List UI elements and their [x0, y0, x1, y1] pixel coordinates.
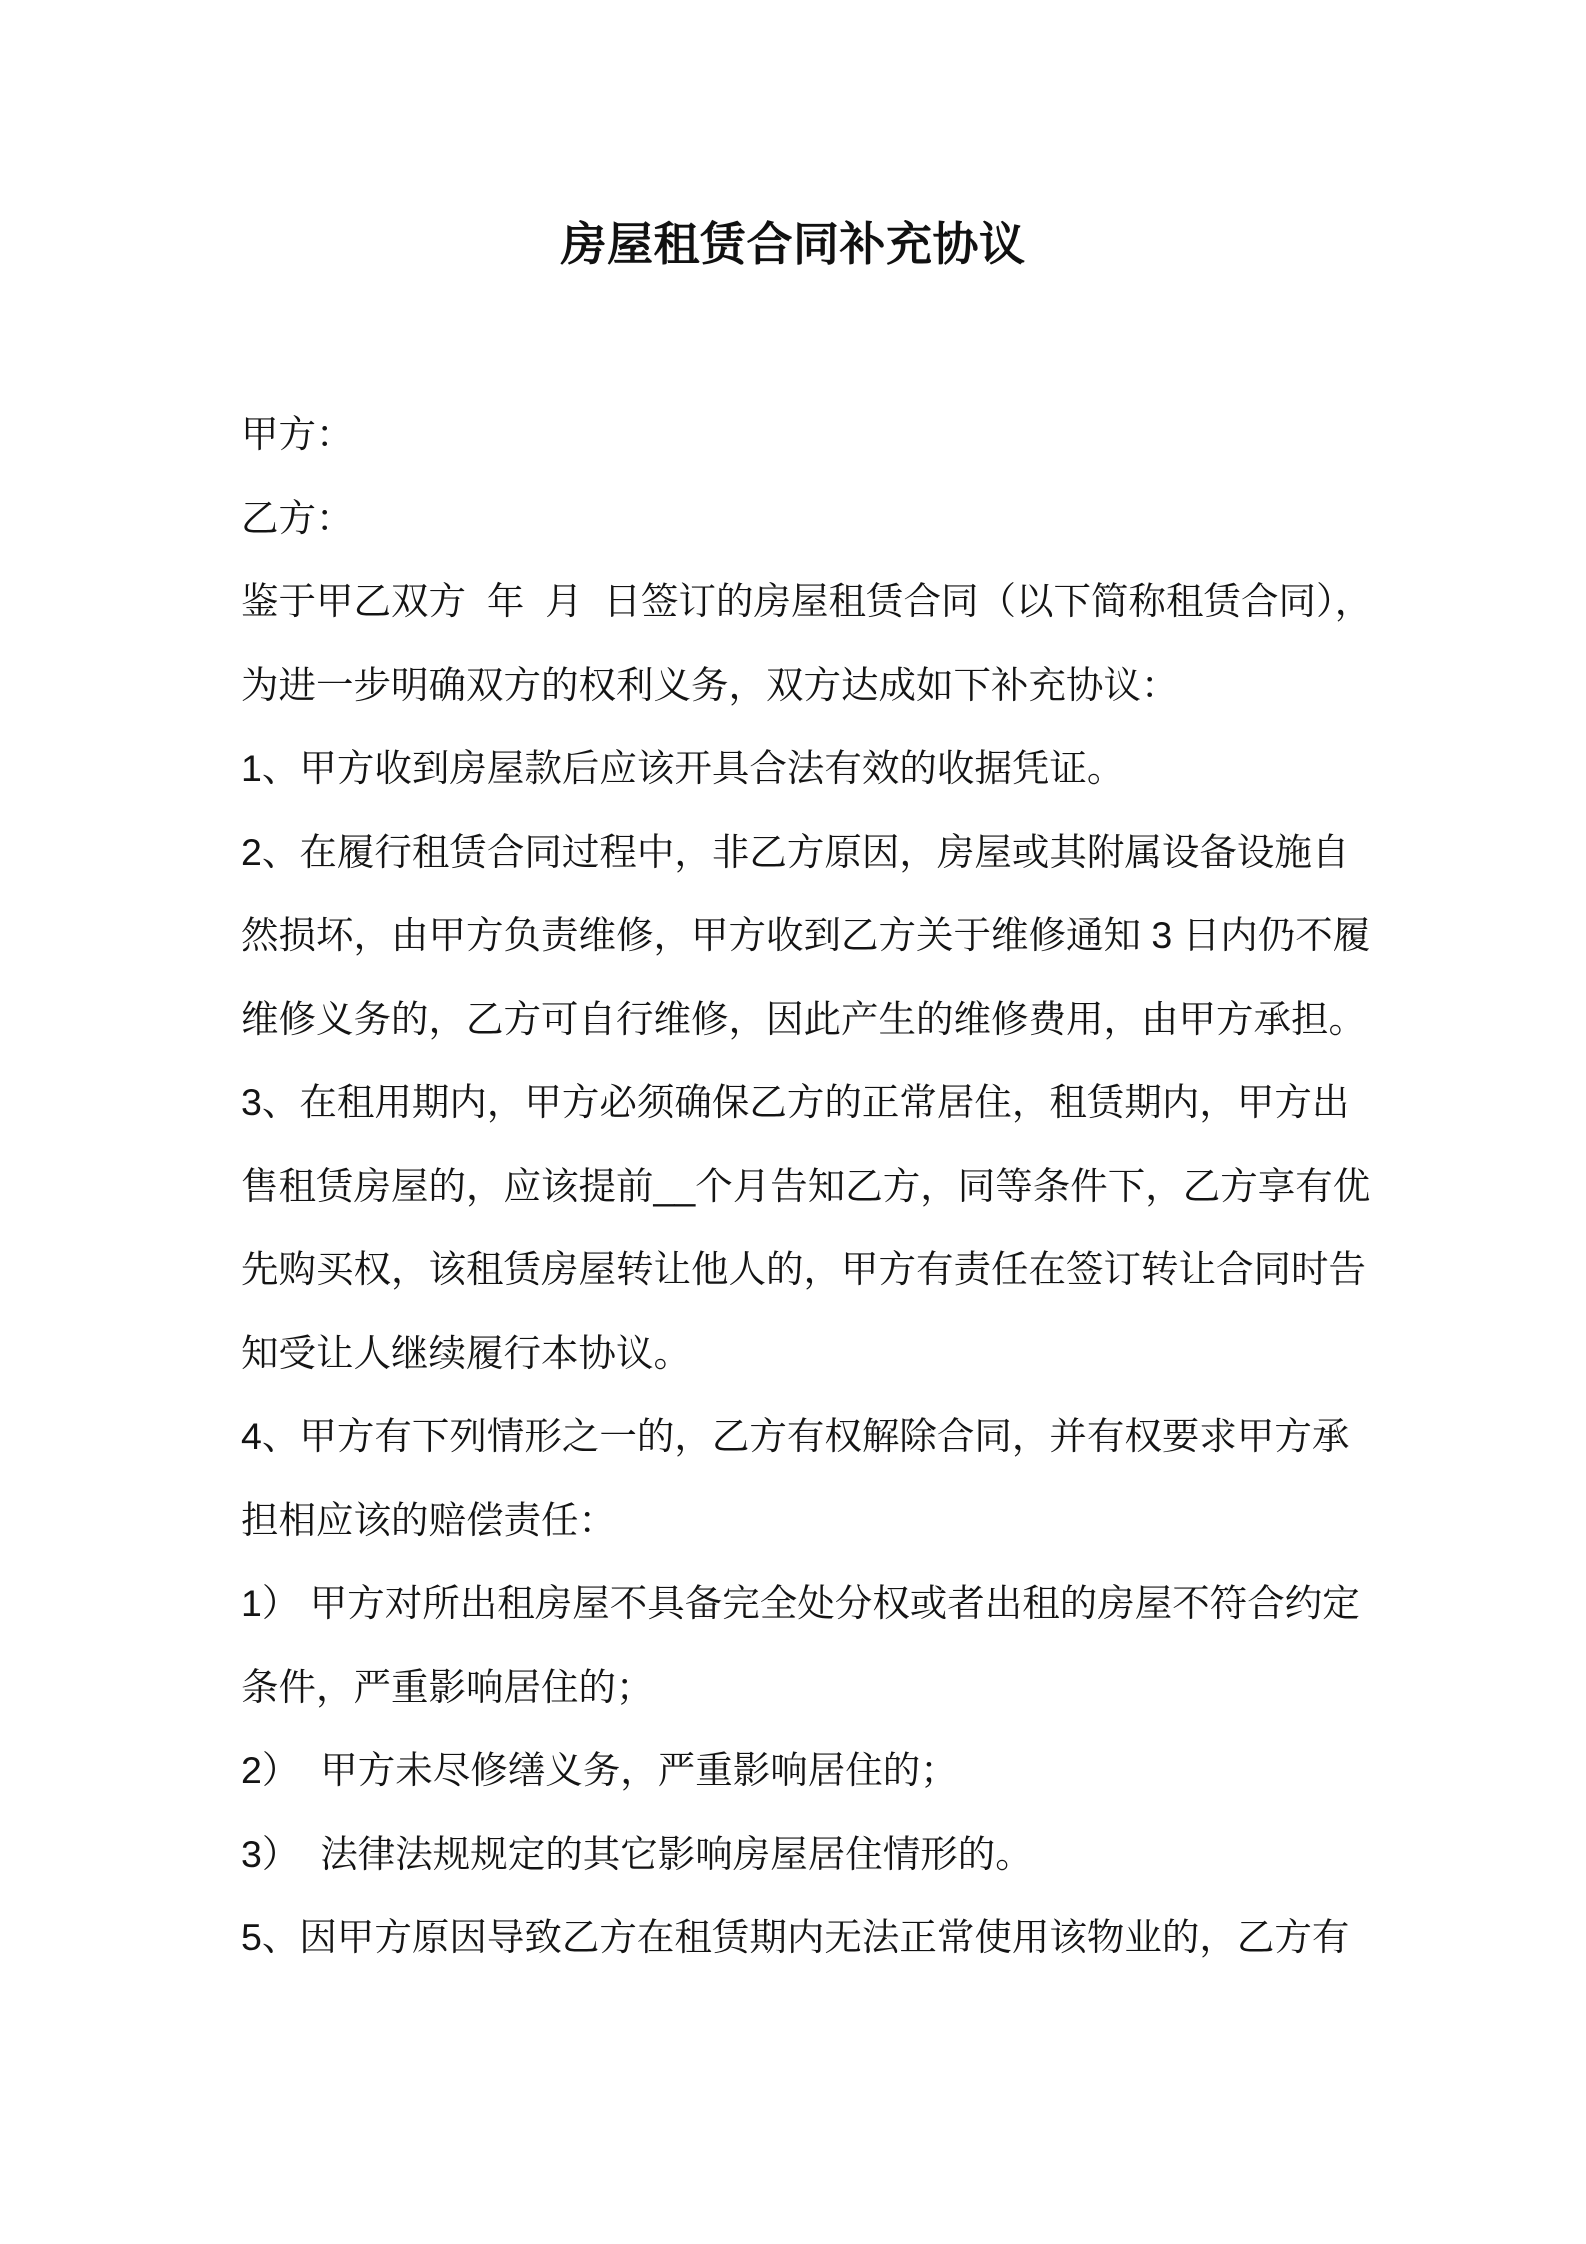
clause-1 [241, 727, 1441, 811]
party-b-line: 乙方： [241, 496, 354, 539]
clause-4-item-2 [241, 1729, 1441, 1813]
clause-5 [241, 1896, 1441, 1980]
clause-4-item-1 [241, 1562, 1441, 1729]
clause-1-line: 1、甲方收到房屋款后应该开具合法有效的收据凭证。 [241, 747, 1125, 789]
clause-3 [241, 1061, 1441, 1395]
clause-4 [241, 1395, 1441, 1896]
clause-3-line: 3、在租用期内，甲方必须确保乙方的正常居住，租赁期内，甲方出 [241, 1081, 1350, 1123]
clause-4-line: 担相应该的赔偿责任： [241, 1498, 616, 1541]
clause-4-item-line: 3） 法律法规规定的其它影响房屋居住情形的。 [241, 1832, 1033, 1875]
document-title: 房屋租赁合同补充协议 [560, 218, 1026, 270]
clause-3-line: 先购买权，该租赁房屋转让他人的，甲方有责任在签订转让合同时告 [241, 1248, 1366, 1290]
clause-4-item-3 [241, 1813, 1441, 1897]
party-a-line: 甲方： [241, 413, 354, 455]
preamble-line: 鉴于甲乙双方 年 月 日签订的房屋租赁合同（以下简称租赁合同）， [241, 580, 1373, 622]
clause-2 [241, 811, 1441, 1062]
clause-5-line: 5、因甲方原因导致乙方在租赁期内无法正常使用该物业的，乙方有 [241, 1916, 1350, 1958]
clause-4-item-line: 1） 甲方对所出租房屋不具备完全处分权或者出租的房屋不符合约定 [241, 1582, 1360, 1624]
document-body [241, 393, 1441, 1980]
clause-4-item-line: 2） 甲方未尽修缮义务，严重影响居住的； [241, 1749, 958, 1791]
clause-2-line: 然损坏，由甲方负责维修，甲方收到乙方关于维修通知 3 日内仍不履 [241, 914, 1371, 956]
clause-3-line: 售租赁房屋的，应该提前__个月告知乙方，同等条件下，乙方享有优 [241, 1164, 1371, 1207]
clause-4-item-line: 条件，严重影响居住的； [241, 1665, 654, 1708]
preamble [241, 560, 1441, 727]
clause-4-line: 4、甲方有下列情形之一的，乙方有权解除合同，并有权要求甲方承 [241, 1415, 1350, 1457]
clause-2-line: 维修义务的，乙方可自行维修，因此产生的维修费用，由甲方承担。 [241, 997, 1366, 1040]
clause-3-line: 知受让人继续履行本协议。 [241, 1331, 691, 1374]
preamble-line: 为进一步明确双方的权利义务，双方达成如下补充协议： [241, 663, 1179, 706]
clause-2-line: 2、在履行租赁合同过程中，非乙方原因，房屋或其附属设备设施自 [241, 830, 1350, 873]
